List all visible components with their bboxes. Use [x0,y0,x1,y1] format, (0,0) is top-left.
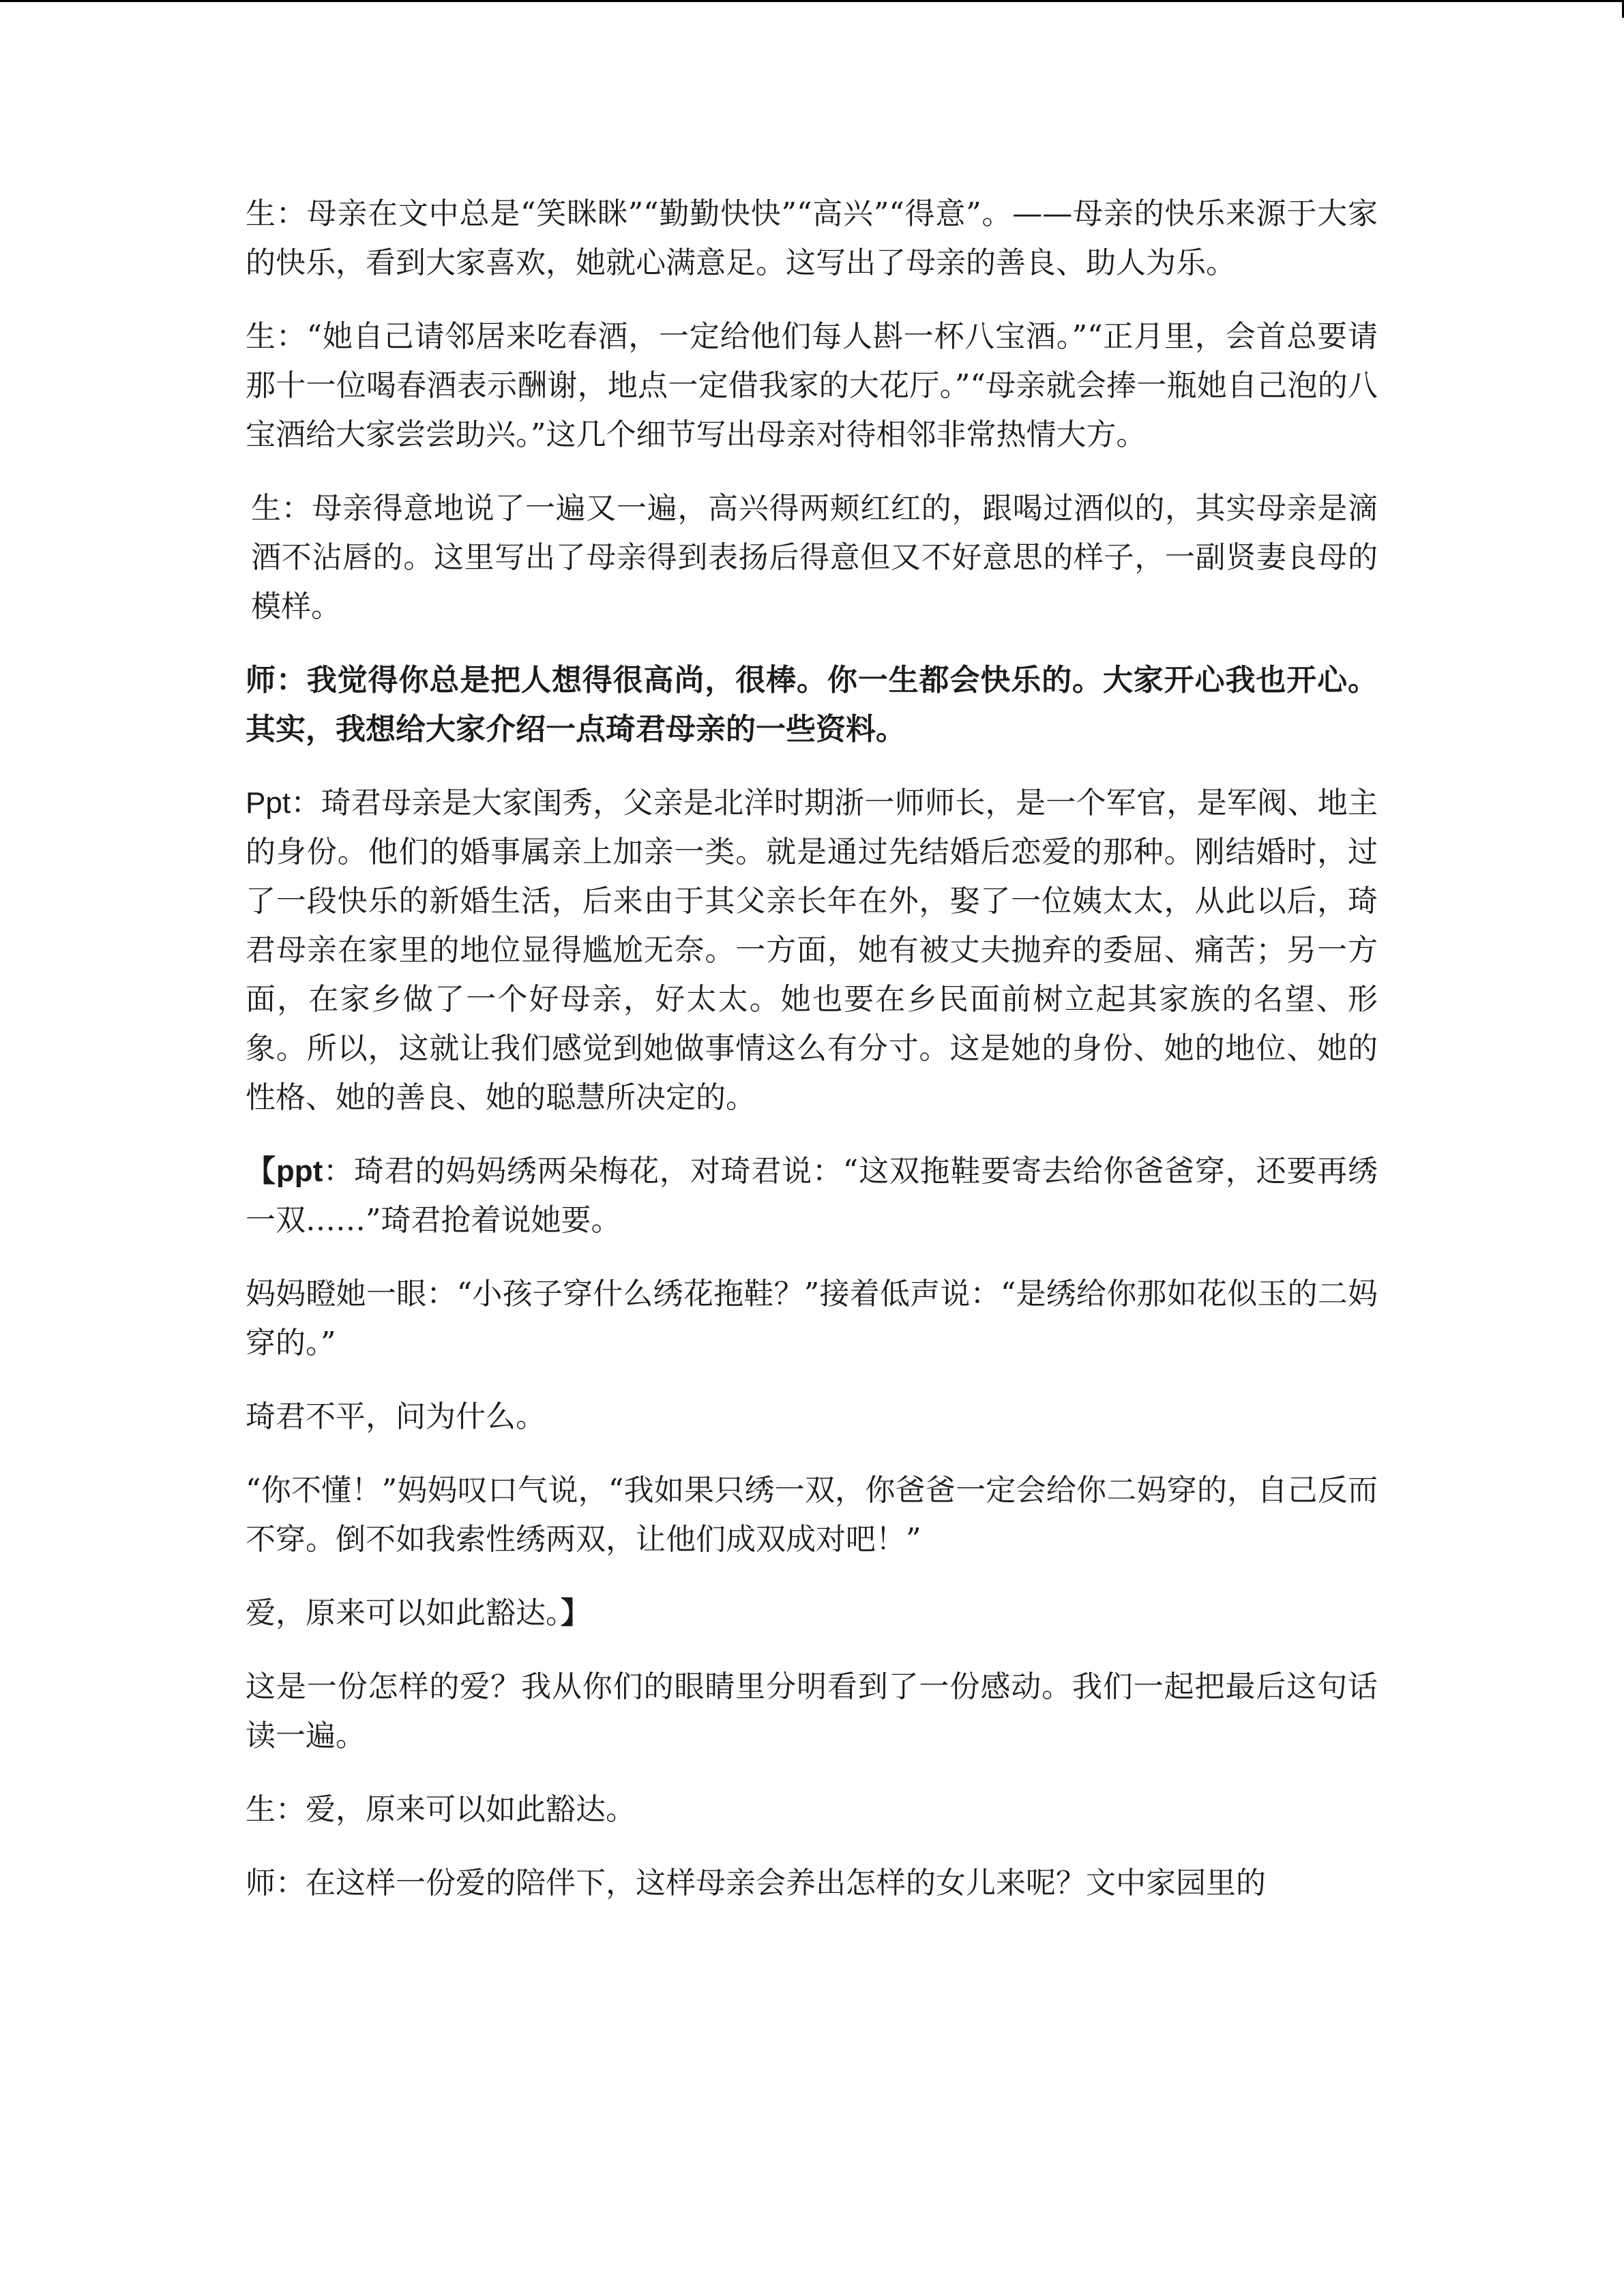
paragraph-student-comment-2 [246,312,1378,460]
paragraph-text: ：琦君母亲是大家闺秀，父亲是北洋时期浙一师师长，是一个军官，是军阀、地主的身份。他们的婚事属亲上加亲一类。就是通过先结婚后恋爱的那种。刚结婚时，过了一段快乐的新婚生活，后来由于其父亲长年在外，娶了一位姨太太，从此以后，琦君母亲在家里的地位显得尴尬无奈。一方面，她有被丈夫抛弃的委屈、痛苦；另一方面，在家乡做了一个好母亲，好太太。她也要在乡民面前树立起其家族的名望、形象。所以，这就让我们感觉到她做事情这么有分寸。这是她的身份、她的地位、她的性格、她的善良、她的聪慧所决定的。 [246,786,1378,1115]
close-bracket: 】 [561,1596,591,1630]
ppt-label: ppt [276,1154,323,1188]
open-bracket: 【 [246,1154,276,1189]
paragraph-teacher-remark [246,656,1378,754]
paragraph-ppt-quote-start [246,1147,1378,1245]
document-body [246,190,1378,1933]
paragraph-text: 师：在这样一份爱的陪伴下，这样母亲会养出怎样的女儿来呢？文中家园里的 [246,1866,1266,1900]
paragraph-teacher-followup [246,1859,1378,1908]
page-top-border [0,0,1624,2]
paragraph-text: 生：爱，原来可以如此豁达。 [246,1792,636,1827]
paragraph-text: 琦君不平，问为什么。 [246,1399,546,1434]
paragraph-text: 生：母亲得意地说了一遍又一遍，高兴得两颊红红的，跟喝过酒似的，其实母亲是滴酒不沾唇的。这里写出了母亲得到表扬后得意但又不好意思的样子，一副贤妻良母的模样。 [251,491,1378,624]
paragraph-ppt-quote-end [246,1589,1378,1638]
paragraph-ppt-quote-4 [246,1466,1378,1564]
paragraph-ppt-quote-2 [246,1270,1378,1368]
paragraph-student-comment-3 [246,484,1378,631]
paragraph-text: ：琦君的妈妈绣两朵梅花，对琦君说：“这双拖鞋要寄去给你爸爸穿，还要再绣一双……”琦君抢着说她要。 [246,1154,1378,1238]
paragraph-text: 生：母亲在文中总是“笑眯眯”“勤勤快快”“高兴”“得意”。——母亲的快乐来源于大家的快乐，看到大家喜欢，她就心满意足。这写出了母亲的善良、助人为乐。 [246,196,1378,280]
paragraph-text: 这是一份怎样的爱？我从你们的眼睛里分明看到了一份感动。我们一起把最后这句话读一遍。 [246,1669,1378,1753]
paragraph-text: “你不懂！”妈妈叹口气说，“我如果只绣一双，你爸爸一定会给你二妈穿的，自己反而不穿。倒不如我索性绣两双，让他们成双成对吧！” [246,1473,1378,1557]
paragraph-text: 爱，原来可以如此豁达。 [246,1596,561,1630]
paragraph-text: 师：我觉得你总是把人想得很高尚，很棒。你一生都会快乐的。大家开心我也开心。其实，我想给大家介绍一点琦君母亲的一些资料。 [246,663,1378,747]
paragraph-ppt-quote-3 [246,1392,1378,1442]
paragraph-student-comment-1 [246,190,1378,288]
ppt-label: Ppt [246,786,291,820]
paragraph-teacher-question [246,1663,1378,1761]
paragraph-ppt-background [246,779,1378,1122]
paragraph-student-reading [246,1785,1378,1834]
paragraph-text: 生：“她自己请邻居来吃春酒，一定给他们每人斟一杯八宝酒。”“正月里，会首总要请那十一位喝春酒表示酬谢，地点一定借我家的大花厅。”“母亲就会捧一瓶她自己泡的八宝酒给大家尝尝助兴。”这几个细节写出母亲对待相邻非常热情大方。 [246,319,1378,452]
paragraph-text: 妈妈瞪她一眼：“小孩子穿什么绣花拖鞋？”接着低声说：“是绣给你那如花似玉的二妈穿的。” [246,1277,1378,1360]
